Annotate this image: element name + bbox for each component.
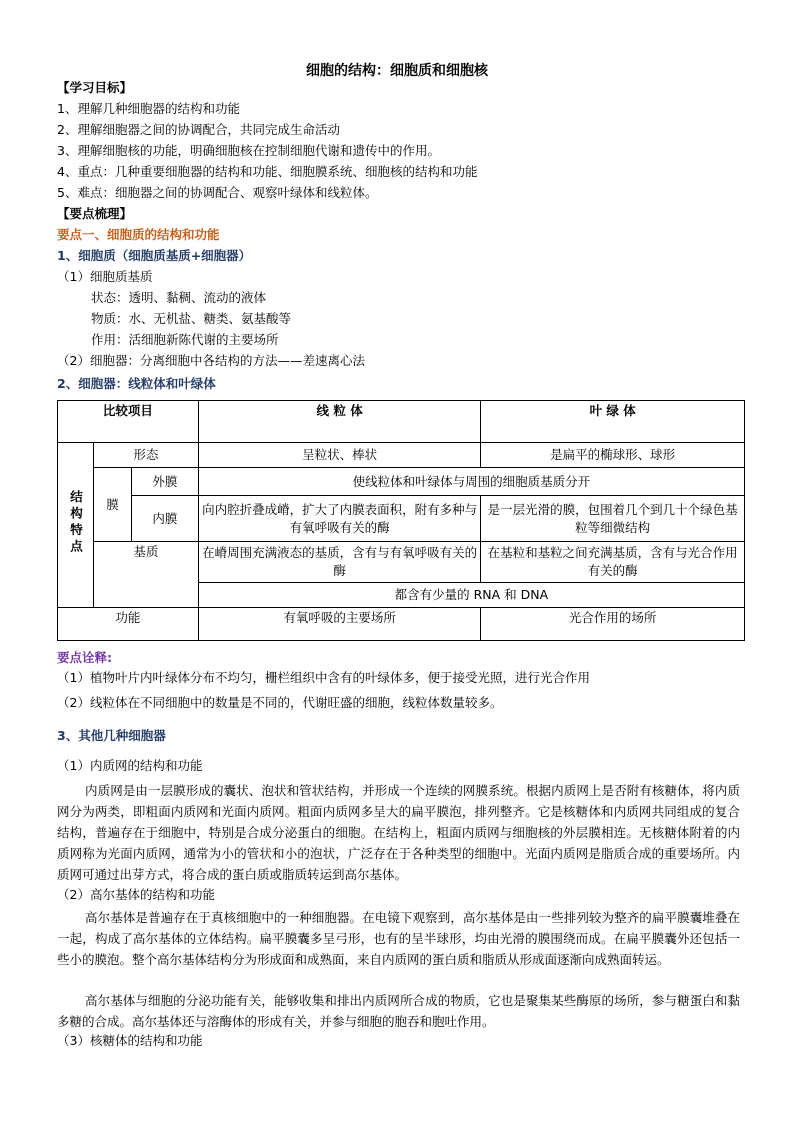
golgi-paragraph-2 [57,990,740,1032]
cytosol-substance: 物质：水、无机盐、糖类、氨基酸等 [91,311,292,326]
section1-heading: 1、细胞质（细胞质基质+细胞器） [57,248,252,263]
organelle-item: （2）细胞器：分离细胞中各结构的方法——差速离心法 [57,353,365,368]
golgi-paragraph-1 [57,907,740,970]
function-mitochondria: 有氧呼吸的主要场所 [198,608,481,641]
point1-heading: 要点一、细胞质的结构和功能 [57,227,220,242]
golgi-heading: （2）高尔基体的结构和功能 [57,887,215,902]
goal-item: 4、重点：几种重要细胞器的结构和功能、细胞膜系统、细胞核的结构和功能 [57,164,478,179]
explain-item: （1）植物叶片内叶绿体分布不均匀，栅栏组织中含有的叶绿体多，便于接受光照，进行光合作用 [57,670,590,685]
structure-label-cell [58,443,94,608]
page-title: 细胞的结构：细胞质和细胞核 [306,63,488,79]
outer-membrane-label: 外膜 [131,468,198,496]
ribosome-heading: （3）核糖体的结构和功能 [57,1033,203,1048]
golgi-text-2: 高尔基体与细胞的分泌功能有关，能够收集和排出内质网所合成的物质，它也是聚集某些酶原的场所，参与糖蛋白和黏多糖的合成。高尔基体还与溶酶体的形成有关，并参与细胞的胞吞和胞吐作用。 [57,993,740,1029]
comparison-table [57,400,745,641]
goals-heading: 【学习目标】 [57,80,133,95]
explain-heading: 要点诠释: [57,650,112,665]
matrix-chloroplast: 在基粒和基粒之间充满基质，含有与光合作用有关的酶 [481,542,745,583]
explain-item: （2）线粒体在不同细胞中的数量是不同的，代谢旺盛的细胞，线粒体数量较多。 [57,695,503,710]
inner-membrane-label: 内膜 [131,496,198,542]
points-heading: 【要点梳理】 [57,206,133,221]
section2-heading: 2、细胞器：线粒体和叶绿体 [57,376,216,391]
outer-membrane-both: 使线粒体和叶绿体与周围的细胞质基质分开 [198,468,744,496]
inner-membrane-chloroplast: 是一层光滑的膜，包围着几个到几十个绿色基粒等细微结构 [481,496,745,542]
matrix-mitochondria: 在嵴周围充满液态的基质，含有与有氧呼吸有关的酶 [198,542,481,583]
matrix-label: 基质 [93,542,198,608]
structure-label: 结构特点 [68,489,84,556]
er-heading: （1）内质网的结构和功能 [57,758,203,773]
function-label: 功能 [58,608,199,641]
shape-chloroplast: 是扁平的椭球形、球形 [481,443,745,468]
er-paragraph [57,780,740,885]
goal-item: 5、难点：细胞器之间的协调配合、观察叶绿体和线粒体。 [57,185,378,200]
shape-label: 形态 [93,443,198,468]
matrix-both: 都含有少量的 RNA 和 DNA [198,583,744,608]
header-item: 比较项目 [58,401,199,443]
goal-item: 1、理解几种细胞器的结构和功能 [57,101,240,116]
goal-item: 3、理解细胞核的功能，明确细胞核在控制细胞代谢和遗传中的作用。 [57,143,440,158]
cytosol-state: 状态：透明、黏稠、流动的液体 [91,290,267,305]
golgi-text-1: 高尔基体是普遍存在于真核细胞中的一种细胞器。在电镜下观察到，高尔基体是由一些排列较为整齐的扁平膜囊堆叠在一起，构成了高尔基体的立体结构。扁平膜囊多呈弓形，也有的呈半球形，均由光滑的膜围绕而成。在扁平膜囊外还包括一些小的膜泡。整个高尔基体结构分为形成面和成熟面，来自内质网的蛋白质和脂质从形成面逐渐向成熟面转运。 [57,910,740,967]
inner-membrane-mitochondria: 向内腔折叠成嵴，扩大了内膜表面积，附有多种与有氧呼吸有关的酶 [198,496,481,542]
section3-heading: 3、其他几种细胞器 [57,728,166,743]
membrane-label: 膜 [93,468,131,542]
shape-mitochondria: 呈粒状、棒状 [198,443,481,468]
er-text: 内质网是由一层膜形成的囊状、泡状和管状结构，并形成一个连续的网膜系统。根据内质网上是否附有核糖体，将内质网分为两类，即粗面内质网和光面内质网。粗面内质网多呈大的扁平膜泡，排列整齐。它是核糖体和内质网共同组成的复合结构，普遍存在于细胞中，特别是合成分泌蛋白的细胞。在结构上，粗面内质网与细胞核的外层膜相连。无核糖体附着的内质网称为光面内质网，通常为小的管状和小的泡状，广泛存在于各种类型的细胞中。光面内质网是脂质合成的重要场所。内质网可通过出芽方式，将合成的蛋白质或脂质转运到高尔基体。 [57,783,740,882]
goal-item: 2、理解细胞器之间的协调配合，共同完成生命活动 [57,122,340,137]
header-chloroplast: 叶 绿 体 [481,401,745,443]
cytosol-function: 作用：活细胞新陈代谢的主要场所 [91,332,279,347]
function-chloroplast: 光合作用的场所 [481,608,745,641]
header-mitochondria: 线 粒 体 [198,401,481,443]
cytosol-item: （1）细胞质基质 [57,269,153,284]
